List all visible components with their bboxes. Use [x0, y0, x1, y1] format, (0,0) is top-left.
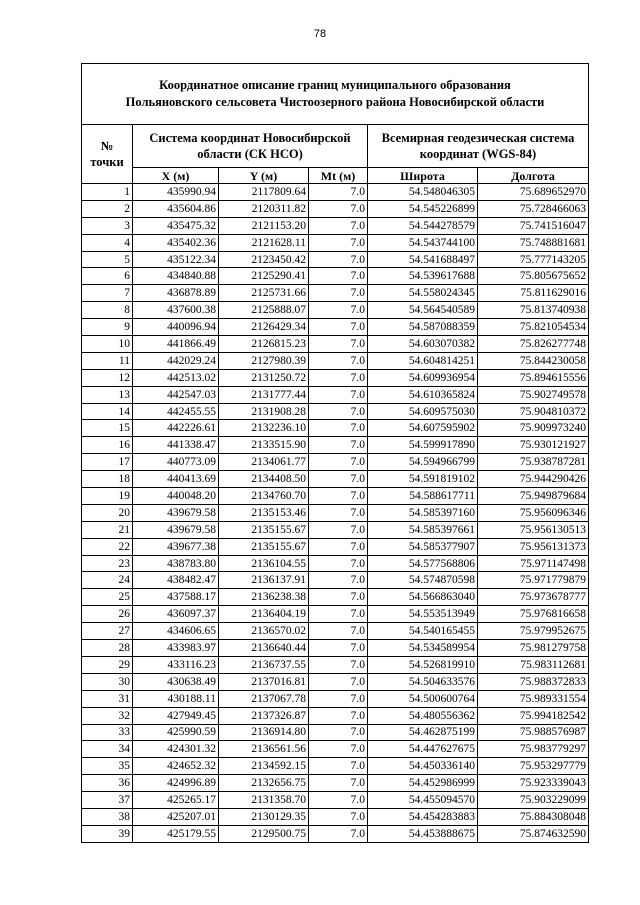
table-row [82, 285, 589, 302]
header-local-system-line-1: Система координат Новосибирской [149, 131, 351, 145]
header-world-system [368, 125, 589, 168]
latitude-cell: 54.591819102 [368, 471, 478, 488]
point-number-cell: 12 [82, 369, 133, 386]
point-number-cell: 24 [82, 572, 133, 589]
longitude-cell: 75.976816658 [478, 606, 589, 623]
y-cell: 2134760.70 [219, 488, 309, 505]
point-number-cell: 25 [82, 589, 133, 606]
mt-cell: 7.0 [309, 319, 368, 336]
x-cell: 435475.32 [133, 217, 219, 234]
longitude-cell: 75.930121927 [478, 437, 589, 454]
point-number-cell: 2 [82, 200, 133, 217]
x-cell: 442029.24 [133, 352, 219, 369]
mt-cell: 7.0 [309, 200, 368, 217]
latitude-cell: 54.544278579 [368, 217, 478, 234]
mt-cell: 7.0 [309, 234, 368, 251]
x-cell: 435122.34 [133, 251, 219, 268]
table-row [82, 724, 589, 741]
point-number-cell: 1 [82, 184, 133, 201]
y-cell: 2133515.90 [219, 437, 309, 454]
y-cell: 2135153.46 [219, 504, 309, 521]
latitude-cell: 54.603070382 [368, 336, 478, 353]
mt-cell: 7.0 [309, 623, 368, 640]
table-row [82, 741, 589, 758]
point-number-cell: 32 [82, 707, 133, 724]
x-cell: 424652.32 [133, 758, 219, 775]
y-cell: 2136137.91 [219, 572, 309, 589]
y-cell: 2132236.10 [219, 420, 309, 437]
table-row [82, 606, 589, 623]
longitude-cell: 75.944290426 [478, 471, 589, 488]
header-x: X (м) [133, 168, 219, 184]
mt-cell: 7.0 [309, 606, 368, 623]
table-row [82, 336, 589, 353]
point-number-cell: 39 [82, 825, 133, 842]
table-row [82, 538, 589, 555]
longitude-cell: 75.884308048 [478, 808, 589, 825]
mt-cell: 7.0 [309, 504, 368, 521]
x-cell: 433983.97 [133, 640, 219, 657]
longitude-cell: 75.813740938 [478, 302, 589, 319]
coordinates-table [81, 63, 589, 843]
x-cell: 434840.88 [133, 268, 219, 285]
table-row [82, 352, 589, 369]
table-row [82, 471, 589, 488]
longitude-cell: 75.844230058 [478, 352, 589, 369]
latitude-cell: 54.587088359 [368, 319, 478, 336]
point-number-cell: 16 [82, 437, 133, 454]
longitude-cell: 75.902749578 [478, 386, 589, 403]
latitude-cell: 54.540165455 [368, 623, 478, 640]
point-number-cell: 35 [82, 758, 133, 775]
latitude-cell: 54.504633576 [368, 673, 478, 690]
point-number-cell: 9 [82, 319, 133, 336]
mt-cell: 7.0 [309, 656, 368, 673]
point-number-cell: 15 [82, 420, 133, 437]
point-number-cell: 26 [82, 606, 133, 623]
mt-cell: 7.0 [309, 690, 368, 707]
longitude-cell: 75.874632590 [478, 825, 589, 842]
table-row [82, 386, 589, 403]
longitude-cell: 75.988372833 [478, 673, 589, 690]
mt-cell: 7.0 [309, 758, 368, 775]
table-row [82, 268, 589, 285]
mt-cell: 7.0 [309, 538, 368, 555]
mt-cell: 7.0 [309, 352, 368, 369]
x-cell: 430188.11 [133, 690, 219, 707]
longitude-cell: 75.956096346 [478, 504, 589, 521]
mt-cell: 7.0 [309, 437, 368, 454]
point-number-cell: 23 [82, 555, 133, 572]
header-local-system [133, 125, 368, 168]
table-row [82, 521, 589, 538]
header-mt: Mt (м) [309, 168, 368, 184]
longitude-cell: 75.923339043 [478, 775, 589, 792]
longitude-cell: 75.989331554 [478, 690, 589, 707]
latitude-cell: 54.566863040 [368, 589, 478, 606]
latitude-cell: 54.453888675 [368, 825, 478, 842]
point-number-cell: 22 [82, 538, 133, 555]
table-row [82, 690, 589, 707]
x-cell: 435604.86 [133, 200, 219, 217]
latitude-cell: 54.585377907 [368, 538, 478, 555]
latitude-cell: 54.548046305 [368, 184, 478, 201]
table-row [82, 640, 589, 657]
longitude-cell: 75.777143205 [478, 251, 589, 268]
header-point-number-line-1: № [100, 139, 114, 153]
y-cell: 2121628.11 [219, 234, 309, 251]
y-cell: 2130129.35 [219, 808, 309, 825]
longitude-cell: 75.971147498 [478, 555, 589, 572]
header-longitude: Долгота [478, 168, 589, 184]
latitude-cell: 54.500600764 [368, 690, 478, 707]
latitude-cell: 54.545226899 [368, 200, 478, 217]
x-cell: 425207.01 [133, 808, 219, 825]
latitude-cell: 54.539617688 [368, 268, 478, 285]
table-row [82, 775, 589, 792]
point-number-cell: 17 [82, 454, 133, 471]
point-number-cell: 38 [82, 808, 133, 825]
x-cell: 441866.49 [133, 336, 219, 353]
header-world-system-line-1: Всемирная геодезическая система [381, 131, 575, 145]
latitude-cell: 54.577568806 [368, 555, 478, 572]
table-title-line-1: Координатное описание границ муниципального образования [159, 78, 511, 92]
y-cell: 2131908.28 [219, 403, 309, 420]
y-cell: 2137326.87 [219, 707, 309, 724]
table-row [82, 673, 589, 690]
x-cell: 436097.37 [133, 606, 219, 623]
table-row [82, 234, 589, 251]
mt-cell: 7.0 [309, 386, 368, 403]
x-cell: 425990.59 [133, 724, 219, 741]
latitude-cell: 54.558024345 [368, 285, 478, 302]
longitude-cell: 75.938787281 [478, 454, 589, 471]
y-cell: 2126429.34 [219, 319, 309, 336]
y-cell: 2136914.80 [219, 724, 309, 741]
longitude-cell: 75.979952675 [478, 623, 589, 640]
latitude-cell: 54.534589954 [368, 640, 478, 657]
longitude-cell: 75.805675652 [478, 268, 589, 285]
x-cell: 436878.89 [133, 285, 219, 302]
table-row [82, 200, 589, 217]
longitude-cell: 75.988576987 [478, 724, 589, 741]
mt-cell: 7.0 [309, 336, 368, 353]
y-cell: 2137067.78 [219, 690, 309, 707]
mt-cell: 7.0 [309, 420, 368, 437]
mt-cell: 7.0 [309, 302, 368, 319]
longitude-cell: 75.956130513 [478, 521, 589, 538]
table-row [82, 572, 589, 589]
latitude-cell: 54.447627675 [368, 741, 478, 758]
longitude-cell: 75.728466063 [478, 200, 589, 217]
point-number-cell: 30 [82, 673, 133, 690]
header-latitude: Широта [368, 168, 478, 184]
header-point-number [82, 125, 133, 184]
table-row [82, 504, 589, 521]
x-cell: 440773.09 [133, 454, 219, 471]
x-cell: 434606.65 [133, 623, 219, 640]
y-cell: 2131777.44 [219, 386, 309, 403]
table-row [82, 437, 589, 454]
y-cell: 2123450.42 [219, 251, 309, 268]
x-cell: 435402.36 [133, 234, 219, 251]
y-cell: 2131358.70 [219, 792, 309, 809]
y-cell: 2134408.50 [219, 471, 309, 488]
x-cell: 439679.58 [133, 521, 219, 538]
table-row [82, 184, 589, 201]
x-cell: 427949.45 [133, 707, 219, 724]
latitude-cell: 54.609575030 [368, 403, 478, 420]
mt-cell: 7.0 [309, 775, 368, 792]
point-number-cell: 11 [82, 352, 133, 369]
y-cell: 2135155.67 [219, 521, 309, 538]
point-number-cell: 13 [82, 386, 133, 403]
table-row [82, 319, 589, 336]
y-cell: 2125290.41 [219, 268, 309, 285]
latitude-cell: 54.541688497 [368, 251, 478, 268]
longitude-cell: 75.748881681 [478, 234, 589, 251]
longitude-cell: 75.981279758 [478, 640, 589, 657]
point-number-cell: 36 [82, 775, 133, 792]
latitude-cell: 54.594966799 [368, 454, 478, 471]
point-number-cell: 29 [82, 656, 133, 673]
y-cell: 2125888.07 [219, 302, 309, 319]
mt-cell: 7.0 [309, 471, 368, 488]
point-number-cell: 21 [82, 521, 133, 538]
mt-cell: 7.0 [309, 555, 368, 572]
x-cell: 424301.32 [133, 741, 219, 758]
table-row [82, 758, 589, 775]
table-row [82, 707, 589, 724]
y-cell: 2117809.64 [219, 184, 309, 201]
point-number-cell: 27 [82, 623, 133, 640]
latitude-cell: 54.450336140 [368, 758, 478, 775]
x-cell: 439679.58 [133, 504, 219, 521]
latitude-cell: 54.609936954 [368, 369, 478, 386]
longitude-cell: 75.983112681 [478, 656, 589, 673]
x-cell: 442226.61 [133, 420, 219, 437]
y-cell: 2121153.20 [219, 217, 309, 234]
point-number-cell: 19 [82, 488, 133, 505]
header-point-number-line-2: точки [90, 155, 124, 169]
longitude-cell: 75.973678777 [478, 589, 589, 606]
mt-cell: 7.0 [309, 521, 368, 538]
table-row [82, 488, 589, 505]
y-cell: 2137016.81 [219, 673, 309, 690]
mt-cell: 7.0 [309, 184, 368, 201]
point-number-cell: 14 [82, 403, 133, 420]
table-row [82, 369, 589, 386]
y-cell: 2125731.66 [219, 285, 309, 302]
latitude-cell: 54.564540589 [368, 302, 478, 319]
y-cell: 2126815.23 [219, 336, 309, 353]
x-cell: 442455.55 [133, 403, 219, 420]
x-cell: 438783.80 [133, 555, 219, 572]
mt-cell: 7.0 [309, 217, 368, 234]
mt-cell: 7.0 [309, 285, 368, 302]
mt-cell: 7.0 [309, 825, 368, 842]
mt-cell: 7.0 [309, 403, 368, 420]
longitude-cell: 75.956131373 [478, 538, 589, 555]
longitude-cell: 75.983779297 [478, 741, 589, 758]
longitude-cell: 75.904810372 [478, 403, 589, 420]
mt-cell: 7.0 [309, 251, 368, 268]
latitude-cell: 54.455094570 [368, 792, 478, 809]
mt-cell: 7.0 [309, 808, 368, 825]
x-cell: 435990.94 [133, 184, 219, 201]
y-cell: 2127980.39 [219, 352, 309, 369]
mt-cell: 7.0 [309, 673, 368, 690]
x-cell: 442547.03 [133, 386, 219, 403]
header-world-system-line-2: координат (WGS-84) [419, 147, 537, 161]
point-number-cell: 28 [82, 640, 133, 657]
point-number-cell: 33 [82, 724, 133, 741]
mt-cell: 7.0 [309, 792, 368, 809]
latitude-cell: 54.452986999 [368, 775, 478, 792]
point-number-cell: 4 [82, 234, 133, 251]
page-number: 78 [313, 28, 327, 40]
table-row [82, 251, 589, 268]
x-cell: 437588.17 [133, 589, 219, 606]
longitude-cell: 75.949879684 [478, 488, 589, 505]
y-cell: 2120311.82 [219, 200, 309, 217]
table-row [82, 217, 589, 234]
latitude-cell: 54.604814251 [368, 352, 478, 369]
x-cell: 440413.69 [133, 471, 219, 488]
table-row [82, 403, 589, 420]
point-number-cell: 37 [82, 792, 133, 809]
latitude-cell: 54.543744100 [368, 234, 478, 251]
point-number-cell: 20 [82, 504, 133, 521]
header-local-system-line-2: области (СК НСО) [197, 147, 303, 161]
y-cell: 2136238.38 [219, 589, 309, 606]
y-cell: 2136561.56 [219, 741, 309, 758]
point-number-cell: 7 [82, 285, 133, 302]
mt-cell: 7.0 [309, 741, 368, 758]
x-cell: 440096.94 [133, 319, 219, 336]
y-cell: 2134061.77 [219, 454, 309, 471]
point-number-cell: 31 [82, 690, 133, 707]
x-cell: 425265.17 [133, 792, 219, 809]
x-cell: 425179.55 [133, 825, 219, 842]
longitude-cell: 75.994182542 [478, 707, 589, 724]
y-cell: 2136104.55 [219, 555, 309, 572]
y-cell: 2134592.15 [219, 758, 309, 775]
longitude-cell: 75.821054534 [478, 319, 589, 336]
longitude-cell: 75.741516047 [478, 217, 589, 234]
x-cell: 433116.23 [133, 656, 219, 673]
table-row [82, 825, 589, 842]
y-cell: 2132656.75 [219, 775, 309, 792]
x-cell: 439677.38 [133, 538, 219, 555]
longitude-cell: 75.909973240 [478, 420, 589, 437]
latitude-cell: 54.599917890 [368, 437, 478, 454]
table-row [82, 454, 589, 471]
longitude-cell: 75.689652970 [478, 184, 589, 201]
point-number-cell: 18 [82, 471, 133, 488]
table-title-line-2: Польяновского сельсовета Чистоозерного района Новосибирской области [125, 95, 545, 109]
mt-cell: 7.0 [309, 488, 368, 505]
mt-cell: 7.0 [309, 369, 368, 386]
table-row [82, 302, 589, 319]
mt-cell: 7.0 [309, 454, 368, 471]
longitude-cell: 75.903229099 [478, 792, 589, 809]
mt-cell: 7.0 [309, 707, 368, 724]
longitude-cell: 75.826277748 [478, 336, 589, 353]
header-y: Y (м) [219, 168, 309, 184]
y-cell: 2136737.55 [219, 656, 309, 673]
x-cell: 424996.89 [133, 775, 219, 792]
mt-cell: 7.0 [309, 589, 368, 606]
y-cell: 2129500.75 [219, 825, 309, 842]
point-number-cell: 8 [82, 302, 133, 319]
latitude-cell: 54.553513949 [368, 606, 478, 623]
point-number-cell: 34 [82, 741, 133, 758]
table-row [82, 589, 589, 606]
longitude-cell: 75.894615556 [478, 369, 589, 386]
latitude-cell: 54.462875199 [368, 724, 478, 741]
table-row [82, 808, 589, 825]
x-cell: 430638.49 [133, 673, 219, 690]
mt-cell: 7.0 [309, 268, 368, 285]
latitude-cell: 54.610365824 [368, 386, 478, 403]
x-cell: 437600.38 [133, 302, 219, 319]
latitude-cell: 54.585397661 [368, 521, 478, 538]
table-row [82, 555, 589, 572]
latitude-cell: 54.480556362 [368, 707, 478, 724]
table-title [82, 64, 589, 125]
y-cell: 2136640.44 [219, 640, 309, 657]
x-cell: 442513.02 [133, 369, 219, 386]
table-row [82, 623, 589, 640]
point-number-cell: 5 [82, 251, 133, 268]
latitude-cell: 54.588617711 [368, 488, 478, 505]
longitude-cell: 75.971779879 [478, 572, 589, 589]
latitude-cell: 54.574870598 [368, 572, 478, 589]
longitude-cell: 75.953297779 [478, 758, 589, 775]
mt-cell: 7.0 [309, 572, 368, 589]
mt-cell: 7.0 [309, 640, 368, 657]
table-row [82, 420, 589, 437]
point-number-cell: 6 [82, 268, 133, 285]
point-number-cell: 3 [82, 217, 133, 234]
latitude-cell: 54.454283883 [368, 808, 478, 825]
x-cell: 440048.20 [133, 488, 219, 505]
point-number-cell: 10 [82, 336, 133, 353]
y-cell: 2135155.67 [219, 538, 309, 555]
latitude-cell: 54.607595902 [368, 420, 478, 437]
y-cell: 2136570.02 [219, 623, 309, 640]
latitude-cell: 54.585397160 [368, 504, 478, 521]
x-cell: 438482.47 [133, 572, 219, 589]
mt-cell: 7.0 [309, 724, 368, 741]
longitude-cell: 75.811629016 [478, 285, 589, 302]
latitude-cell: 54.526819910 [368, 656, 478, 673]
y-cell: 2136404.19 [219, 606, 309, 623]
table-row [82, 792, 589, 809]
table-row [82, 656, 589, 673]
y-cell: 2131250.72 [219, 369, 309, 386]
x-cell: 441338.47 [133, 437, 219, 454]
